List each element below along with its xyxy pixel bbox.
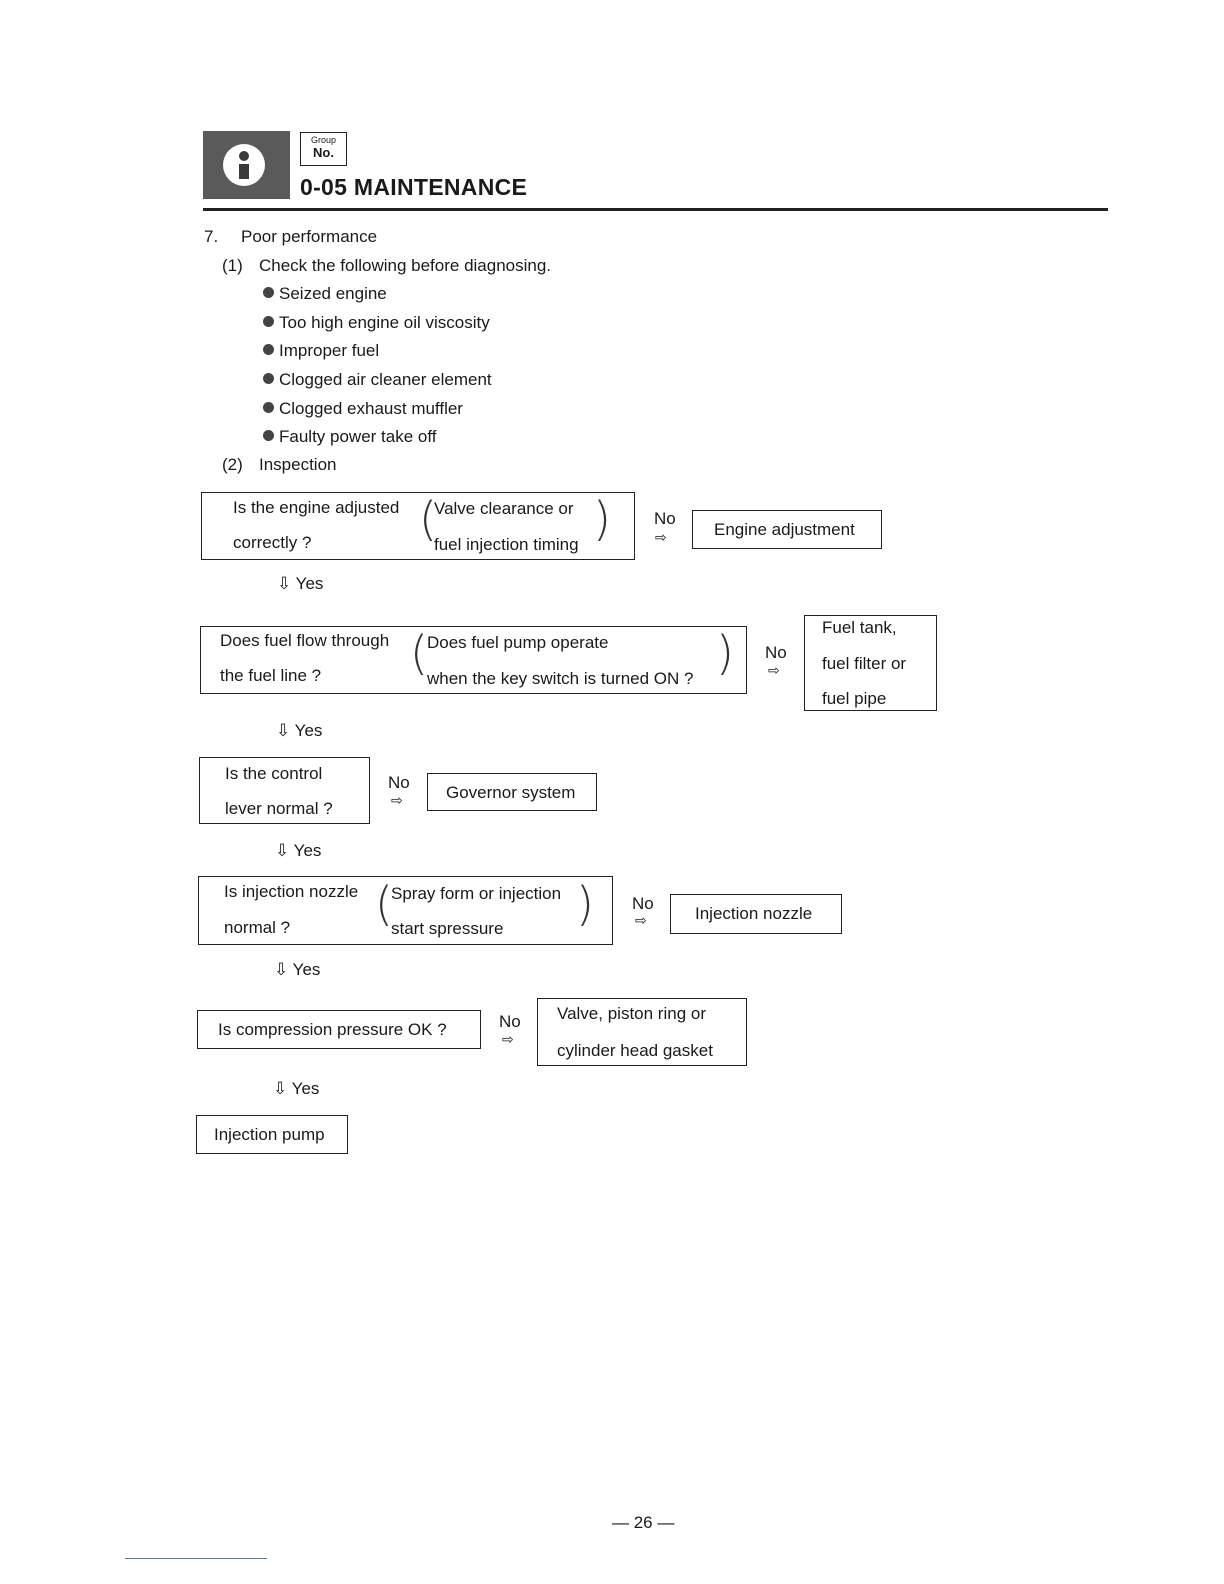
check-item: Clogged air cleaner element [263, 371, 492, 388]
step2-question-line2: the fuel line ? [220, 666, 322, 685]
section-title: Poor performance [241, 227, 378, 246]
step2-action-line2: fuel filter or [822, 654, 907, 673]
footer-rule [125, 1558, 267, 1559]
group-no-label: No. [313, 145, 334, 160]
header-divider [203, 208, 1108, 211]
group-number-box [300, 132, 347, 166]
step2-action-line1: Fuel tank, [822, 618, 897, 637]
step3-question-line1: Is the control [225, 764, 323, 783]
subsection-2-text: Inspection [259, 455, 337, 474]
right-arrow-icon: ⇨ [635, 912, 647, 928]
step4-note-line2: start spressure [391, 919, 504, 938]
yes-arrow: ⇩ Yes [274, 960, 321, 979]
right-arrow-icon: ⇨ [502, 1031, 514, 1047]
step5-action-line2: cylinder head gasket [557, 1041, 713, 1060]
step4-question-line2: normal ? [224, 918, 291, 937]
step2-question-line1: Does fuel flow through [220, 631, 390, 650]
step1-note-line2: fuel injection timing [434, 535, 579, 554]
check-item: Clogged exhaust muffler [263, 400, 463, 417]
group-label: Group [310, 135, 336, 145]
paren-open: ( [410, 626, 428, 680]
step4-note-line1: Spray form or injection [391, 884, 562, 903]
step5-question: Is compression pressure OK ? [218, 1020, 447, 1039]
right-arrow-icon: ⇨ [391, 792, 403, 808]
step3-question-line2: lever normal ? [225, 799, 333, 818]
step1-action: Engine adjustment [714, 520, 855, 539]
right-arrow-icon: ⇨ [655, 529, 667, 545]
step2-no-label: No [765, 643, 787, 662]
paren-close: ) [593, 492, 611, 546]
step2-note-line2: when the key switch is turned ON ? [427, 669, 694, 688]
bullet-icon [263, 373, 274, 384]
step4-question-line1: Is injection nozzle [224, 882, 359, 901]
step4-no-label: No [632, 894, 654, 913]
step2-note-line1: Does fuel pump operate [427, 633, 609, 652]
yes-arrow: ⇩ Yes [275, 841, 322, 860]
paren-close: ) [716, 626, 734, 680]
step1-no-label: No [654, 509, 676, 528]
subsection-1-number: (1) [222, 256, 243, 275]
check-item: Too high engine oil viscosity [263, 314, 490, 331]
info-icon [223, 144, 265, 186]
check-item: Seized engine [263, 285, 387, 302]
final-action: Injection pump [214, 1125, 325, 1144]
yes-arrow: ⇩ Yes [276, 721, 323, 740]
yes-arrow: ⇩ Yes [277, 574, 324, 593]
subsection-2-number: (2) [222, 455, 243, 474]
check-item: Faulty power take off [263, 428, 437, 445]
bullet-icon [263, 430, 274, 441]
page-title: 0-05 MAINTENANCE [300, 174, 528, 200]
check-item: Improper fuel [263, 342, 379, 359]
page-number: — 26 — [612, 1513, 675, 1532]
section-number: 7. [204, 227, 219, 246]
bullet-icon [263, 344, 274, 355]
step2-action-line3: fuel pipe [822, 689, 887, 708]
step1-question-line1: Is the engine adjusted [233, 498, 400, 517]
step4-action: Injection nozzle [695, 904, 813, 923]
maintenance-logo-block [203, 131, 290, 199]
yes-arrow: ⇩ Yes [273, 1079, 320, 1098]
paren-open: ( [419, 492, 437, 546]
bullet-icon [263, 402, 274, 413]
step1-note-line1: Valve clearance or [434, 499, 574, 518]
right-arrow-icon: ⇨ [768, 662, 780, 678]
paren-open: ( [375, 877, 393, 931]
step5-no-label: No [499, 1012, 521, 1031]
step3-no-label: No [388, 773, 410, 792]
step3-action: Governor system [446, 783, 576, 802]
paren-close: ) [576, 877, 594, 931]
step1-question-line2: correctly ? [233, 533, 312, 552]
bullet-icon [263, 287, 274, 298]
step5-action-line1: Valve, piston ring or [557, 1004, 706, 1023]
bullet-icon [263, 316, 274, 327]
subsection-1-text: Check the following before diagnosing. [259, 256, 552, 275]
